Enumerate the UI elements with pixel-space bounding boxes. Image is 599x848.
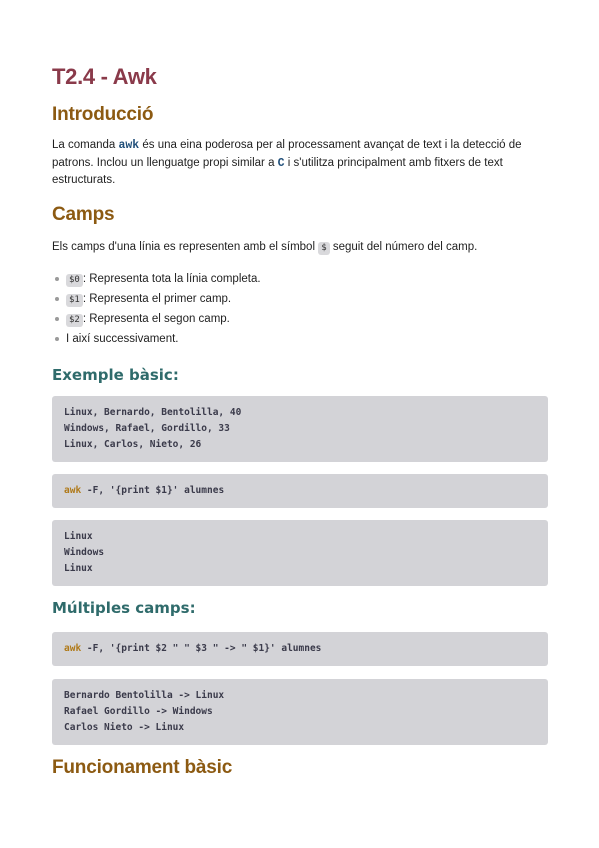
list-item-text: I així successivament. bbox=[66, 333, 179, 345]
section-heading-funcionament: Funcionament bàsic bbox=[52, 757, 233, 778]
code-line: Linux bbox=[64, 531, 93, 542]
code-line: Linux, Carlos, Nieto, 26 bbox=[64, 439, 202, 450]
dollar-symbol-code: $ bbox=[318, 242, 329, 255]
section-heading-camps: Camps bbox=[52, 204, 115, 225]
field-code: $1 bbox=[66, 294, 83, 307]
code-line: Windows, Rafael, Gordillo, 33 bbox=[64, 423, 230, 434]
list-item bbox=[66, 329, 261, 349]
list-item bbox=[66, 269, 261, 289]
code-line bbox=[64, 641, 536, 657]
command-args: -F, '{print $1}' alumnes bbox=[81, 485, 225, 496]
field-code: $2 bbox=[66, 314, 83, 327]
code-block-data bbox=[52, 396, 548, 462]
field-code: $0 bbox=[66, 274, 83, 287]
c-keyword: C bbox=[277, 156, 285, 170]
command-args: -F, '{print $2 " " $3 " -> " $1}' alumnes bbox=[81, 643, 322, 654]
intro-text-1: La comanda bbox=[52, 139, 119, 151]
list-item-text: : Representa el segon camp. bbox=[82, 313, 230, 325]
list-item-text: : Representa tota la línia completa. bbox=[82, 273, 261, 285]
list-item-text: : Representa el primer camp. bbox=[82, 293, 232, 305]
intro-text-3: i s'utilitza principalment amb fitxers de text estructurats. bbox=[52, 156, 503, 186]
code-line: Linux, Bernardo, Bentolilla, 40 bbox=[64, 407, 242, 418]
code-block-output bbox=[52, 520, 548, 586]
camps-text-2: seguit del número del camp. bbox=[329, 241, 478, 253]
page-title: T2.4 - Awk bbox=[52, 64, 157, 89]
subsection-heading-exemple: Exemple bàsic: bbox=[52, 366, 179, 384]
subsection-heading-multiples: Múltiples camps: bbox=[52, 599, 196, 617]
awk-keyword: awk bbox=[118, 139, 140, 152]
camps-text-1: Els camps d'una línia es representen amb el símbol bbox=[52, 241, 319, 253]
fields-list bbox=[66, 269, 261, 349]
intro-text-2: és una eina poderosa per al processament avançat de text i la detecció de patrons. Inclou un llenguatge propi similar a bbox=[52, 139, 522, 169]
code-block-output-multiple bbox=[52, 679, 548, 745]
command-keyword: awk bbox=[64, 485, 82, 496]
code-line: Linux bbox=[64, 563, 93, 574]
code-line: Windows bbox=[64, 547, 105, 558]
code-block-command bbox=[52, 474, 548, 508]
intro-paragraph bbox=[52, 137, 552, 190]
section-heading-introduccio: Introducció bbox=[52, 104, 154, 125]
code-line: Rafael Gordillo -> Windows bbox=[64, 706, 213, 717]
command-keyword: awk bbox=[64, 643, 82, 654]
camps-paragraph bbox=[52, 239, 552, 257]
code-line: Carlos Nieto -> Linux bbox=[64, 722, 185, 733]
list-item bbox=[66, 309, 261, 329]
code-block-command-multiple bbox=[52, 632, 548, 666]
list-item bbox=[66, 289, 261, 309]
code-line bbox=[64, 483, 536, 499]
code-line: Bernardo Bentolilla -> Linux bbox=[64, 690, 225, 701]
